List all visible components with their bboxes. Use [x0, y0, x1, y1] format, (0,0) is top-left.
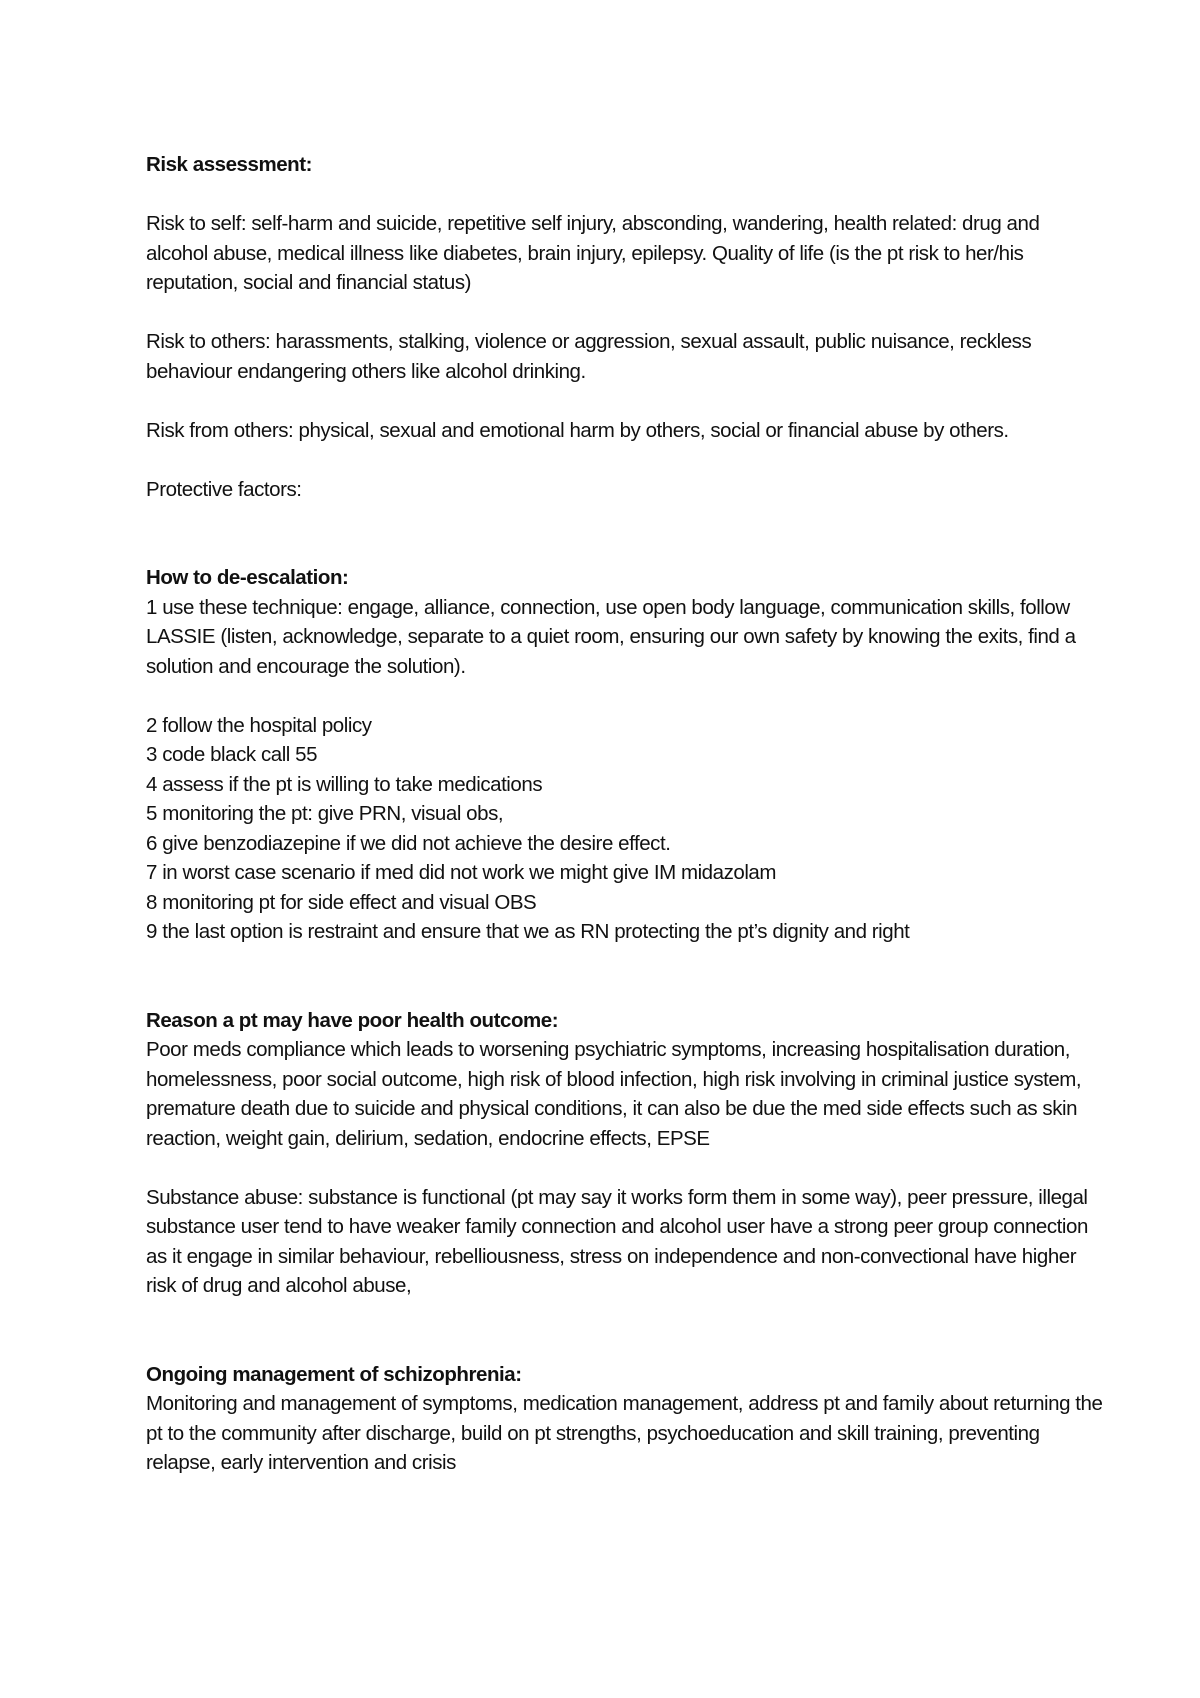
deescalation-intro-paragraph: 1 use these technique: engage, alliance, connection, use open body language, communication skills, follow LASSIE (listen, acknowledge, separate to a quiet room, ensuring our own safety by knowing the exits, find a solution and encourage the solution). [146, 595, 1076, 678]
deescalation-step: 7 in worst case scenario if med did not work we might give IM midazolam [146, 861, 777, 884]
poor-meds-compliance-paragraph: Poor meds compliance which leads to worsening psychiatric symptoms, increasing hospitalisation duration, homelessness, poor social outcome, high risk of blood infection, high risk involving in criminal justice system, premature death due to suicide and physical conditions, it can also be due the med side effects such as skin reaction, weight gain, delirium, sedation, endocrine effects, EPSE [146, 1038, 1082, 1150]
protective-factors-label: Protective factors: [146, 477, 302, 501]
deescalation-step: 6 give benzodiazepine if we did not achieve the desire effect. [146, 831, 671, 855]
substance-abuse-paragraph: Substance abuse: substance is functional (pt may say it works form them in some way), peer pressure, illegal substance user tend to have weaker family connection and alcohol user have a strong peer group connection as it engage in similar behaviour, rebelliousness, stress on independence and non-convectional have higher risk of drug and alcohol abuse, [146, 1185, 1088, 1297]
deescalation-step: 3 code black call 55 [146, 743, 318, 766]
risk-to-others-paragraph: Risk to others: harassments, stalking, violence or aggression, sexual assault, public nuisance, reckless behaviour endangering others like alcohol drinking. [146, 330, 1032, 383]
document-page [146, 150, 1106, 1478]
deescalation-heading: How to de-escalation: [146, 566, 349, 589]
deescalation-step: 9 the last option is restraint and ensure that we as RN protecting the pt’s dignity and right [146, 920, 910, 943]
poor-outcome-heading: Reason a pt may have poor health outcome: [146, 1008, 559, 1032]
risk-to-self-paragraph: Risk to self: self-harm and suicide, repetitive self injury, absconding, wandering, health related: drug and alcohol abuse, medical illness like diabetes, brain injury, epilepsy. Quality of life (is the pt risk to her/his reputation, social and financial status) [146, 212, 1040, 294]
deescalation-step: 2 follow the hospital policy [146, 713, 372, 737]
deescalation-step: 8 monitoring pt for side effect and visual OBS [146, 890, 537, 914]
deescalation-step: 5 monitoring the pt: give PRN, visual obs, [146, 802, 504, 825]
risk-assessment-heading: Risk assessment: [146, 153, 313, 176]
schizophrenia-management-paragraph: Monitoring and management of symptoms, medication management, address pt and family about returning the pt to the community after discharge, build on pt strengths, psychoeducation and skill training, preventing relapse, early intervention and crisis [146, 1392, 1103, 1474]
schizophrenia-heading: Ongoing management of schizophrenia: [146, 1362, 522, 1386]
risk-from-others-paragraph: Risk from others: physical, sexual and emotional harm by others, social or financial abuse by others. [146, 418, 1009, 442]
deescalation-step: 4 assess if the pt is willing to take medications [146, 772, 543, 796]
